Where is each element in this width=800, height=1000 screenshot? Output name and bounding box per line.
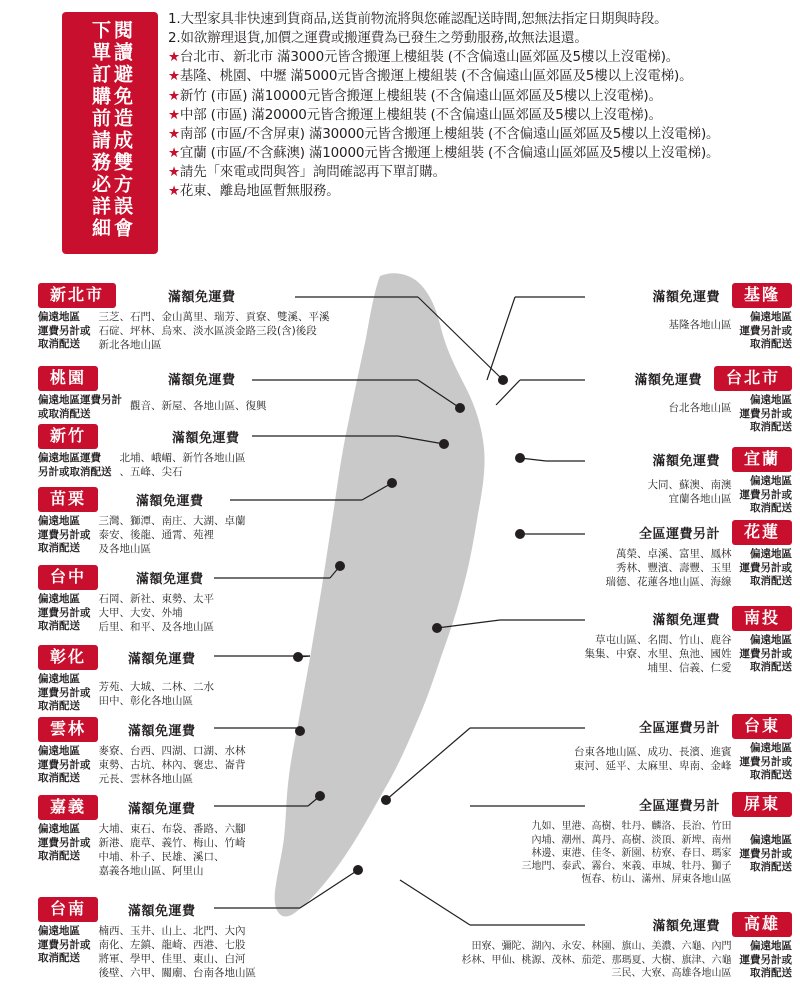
region-headline: 全區運費另計 [638,721,720,737]
region-card-yilan[interactable] [562,447,792,515]
region-pill: 高雄 [732,912,792,937]
region-note: 偏遠地區 運費另計或 取消配送 [38,311,91,350]
region-card-changhua[interactable] [38,645,298,713]
region-headline: 滿額免運費 [136,572,204,588]
region-detail: 楠西、玉井、山上、北門、大內 南化、左鎮、龍崎、西港、七股 將軍、學甲、佳里、東山、白河 後壁、六甲、關廟、台南各地山區 [98,925,256,979]
notice-badge-right-text: 閱讀避免造成雙方誤會 [110,20,133,240]
region-note: 偏遠地區 運費另計或 取消配送 [739,475,792,514]
region-pill: 苗栗 [38,487,98,512]
region-note: 偏遠地區 運費另計或 取消配送 [38,745,91,784]
region-detail: 觀音、新屋、各地山區、復興 [130,400,267,413]
region-card-hualien[interactable] [512,520,792,590]
region-headline: 滿額免運費 [634,373,702,389]
region-card-hsinchu[interactable] [38,424,298,480]
region-note: 偏遠地區 運費另計或 取消配送 [739,834,792,873]
region-headline: 滿額免運費 [652,613,720,629]
notice-line: ★台北市、新北市 滿3000元皆含搬運上樓組裝 (不含偏遠山區郊區及5樓以上沒電梯)。 [168,49,680,66]
region-headline: 滿額免運費 [652,454,720,470]
notice-line-list [168,10,792,202]
region-note: 偏遠地區運費另計 或取消配送 [38,394,122,420]
region-detail: 草屯山區、名間、竹山、鹿谷 集集、中寮、水里、魚池、國姓 埔里、信義、仁愛 [584,634,732,675]
region-pill: 新北市 [38,283,116,308]
region-headline: 滿額免運費 [128,904,196,920]
region-headline: 滿額免運費 [168,373,236,389]
region-pill: 嘉義 [38,795,98,820]
region-headline: 滿額免運費 [652,919,720,935]
notice-badge [62,12,158,254]
region-card-nantou[interactable] [502,606,792,676]
region-headline: 滿額免運費 [168,290,236,306]
notice-line: 1.大型家具非快速到貨商品,送貨前物流將與您確認配送時間,恕無法指定日期與時段。 [168,11,668,27]
region-note: 偏遠地區 運費另計或 取消配送 [739,634,792,673]
region-pill: 雲林 [38,717,98,742]
region-note: 偏遠地區 運費另計或 取消配送 [38,515,91,554]
notice-line: ★中部 (市區) 滿20000元皆含搬運上樓組裝 (不含偏遠山區郊區及5樓以上沒電梯)。 [168,106,662,123]
region-detail: 麥寮、台西、四湖、口湖、水林 東勢、古坑、林內、褒忠、崙背 元長、雲林各地山區 [98,745,246,786]
region-pill: 南投 [732,606,792,631]
shipping-notice-block [0,0,800,268]
region-headline: 滿額免運費 [128,652,196,668]
region-note: 偏遠地區 運費另計或 取消配送 [38,673,91,712]
region-note: 偏遠地區 運費另計或 取消配送 [739,940,792,979]
region-headline: 滿額免運費 [136,494,204,510]
region-note: 偏遠地區運費 另計或取消配送 [38,452,112,478]
region-pill: 新竹 [38,424,98,449]
region-headline: 全區運費另計 [638,527,720,543]
region-pill: 屏東 [732,792,792,817]
notice-badge-left-text: 下單訂購前請務必詳細 [89,20,111,240]
region-detail: 台北各地山區 [668,402,732,415]
region-note: 偏遠地區 運費另計或 取消配送 [739,548,792,587]
notice-line: ★基隆、桃園、中壢 滿5000元皆含搬運上樓組裝 (不含偏遠山區郊區及5樓以上沒電梯)。 [168,68,693,85]
region-card-yunlin[interactable] [38,717,298,787]
region-detail: 大埔、東石、布袋、番路、六腳 新港、鹿草、義竹、梅山、竹崎 中埔、朴子、民雄、溪口、 嘉義各地山區、阿里山 [98,823,246,877]
region-detail: 台東各地山區、成功、長濱、進賓 東河、延平、太麻里、卑南、金峰 [574,746,732,773]
region-detail: 基隆各地山區 [668,319,732,332]
region-headline: 滿額免運費 [172,431,240,447]
region-card-miaoli[interactable] [38,487,298,557]
region-pill: 桃園 [38,366,98,391]
notice-line: ★新竹 (市區) 滿10000元皆含搬運上樓組裝 (不含偏遠山區郊區及5樓以上沒電梯)。 [168,87,662,104]
notice-line: ★花東、離島地區暫無服務。 [168,183,340,200]
region-pill: 台南 [38,897,98,922]
notice-line: ★南部 (市區/不含屏東) 滿30000元皆含搬運上樓組裝 (不含偏遠山區郊區及5樓以上沒電梯)。 [168,125,720,142]
region-card-tainan[interactable] [38,897,318,981]
region-pill: 彰化 [38,645,98,670]
notice-line: ★宜蘭 (市區/不含蘇澳) 滿10000元皆含搬運上樓組裝 (不含偏遠山區郊區及5樓以上沒電梯)。 [168,145,720,162]
region-note: 偏遠地區 運費另計或 取消配送 [739,742,792,781]
region-detail: 三芝、石門、金山萬里、瑞芳、貢寮、雙溪、平溪 石碇、坪林、烏來、淡水區淡金路三段(含)後段 新北各地山區 [98,311,330,352]
region-detail: 芳苑、大城、二林、二水 田中、彰化各地山區 [98,681,214,708]
region-card-new-taipei[interactable] [38,283,330,353]
region-card-keelung[interactable] [562,283,792,351]
region-detail: 九如、里港、高樹、牡丹、麟洛、長治、竹田 內埔、潮州、萬丹、高樹、淡頂、新埤、南州 林邊、東港、佳冬、新園、枋寮、春日、瑪家 三地門、泰武、霧台、來義、車城、牡丹、獅子 恆春、枋山、滿州、屏東各地山區 [521,821,732,886]
region-note: 偏遠地區 運費另計或 取消配送 [38,823,91,862]
region-headline: 全區運費另計 [638,799,720,815]
region-pill: 台中 [38,565,98,590]
region-pill: 花蓮 [732,520,792,545]
region-pill: 台東 [732,714,792,739]
region-pill: 台北市 [714,366,792,391]
region-card-taoyuan[interactable] [38,366,298,421]
region-detail: 大同、蘇澳、南澳 宜蘭各地山區 [647,479,732,506]
region-pill: 基隆 [732,283,792,308]
region-headline: 滿額免運費 [652,290,720,306]
region-header [38,283,308,308]
region-card-kaohsiung[interactable] [372,912,792,980]
region-card-taitung[interactable] [492,714,792,782]
region-card-chiayi[interactable] [38,795,298,879]
region-note: 偏遠地區 運費另計或 取消配送 [38,925,91,964]
region-detail: 石岡、新社、東勢、太平 大甲、大安、外埔 后里、和平、及各地山區 [98,593,214,634]
region-detail: 三灣、獅潭、南庄、大湖、卓蘭 泰安、後龍、通霄、苑裡 及各地山區 [98,515,246,556]
notice-line: 2.如欲辦理退貨,加價之運費或搬運費為已發生之勞動服務,故無法退還。 [168,30,588,47]
region-note: 偏遠地區 運費另計或 取消配送 [739,311,792,350]
region-card-taipei[interactable] [562,366,792,434]
region-headline: 滿額免運費 [128,724,196,740]
region-note: 偏遠地區 運費另計或 取消配送 [739,394,792,433]
region-note: 偏遠地區 運費另計或 取消配送 [38,593,91,632]
region-detail: 北埔、峨嵋、新竹各地山區 、五峰、尖石 [119,452,246,479]
region-detail: 田寮、彌陀、湖內、永安、林園、旗山、美濃、六龜、內門 杉林、甲仙、桃源、茂林、茄萣、那瑪夏、大樹、旗津、六龜 三民、大寮、高雄各地山區 [461,941,732,979]
region-headline: 滿額免運費 [128,802,196,818]
notice-line: ★請先「來電或問與答」詢問確認再下單訂購。 [168,164,446,181]
region-card-taichung[interactable] [38,565,298,635]
region-pill: 宜蘭 [732,447,792,472]
region-detail: 萬榮、卓溪、富里、鳳林 秀林、豐濱、壽豐、玉里 瑞德、花蓮各地山區、海線 [605,548,732,589]
region-card-pingtung[interactable] [422,792,792,886]
